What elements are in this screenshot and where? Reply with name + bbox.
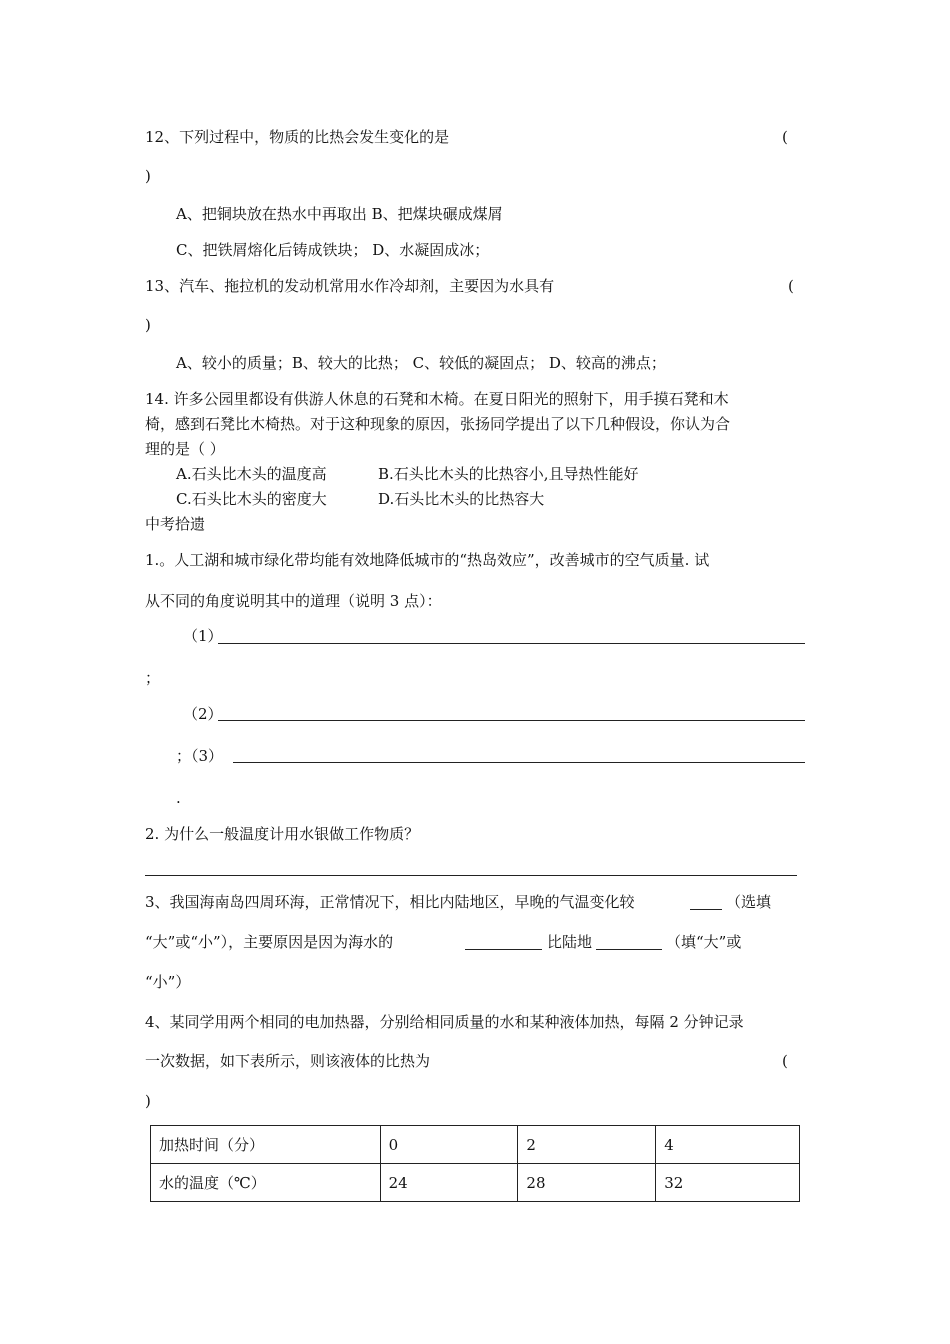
table-cell: 28	[518, 1164, 656, 1202]
q12-paren-close: )	[145, 167, 151, 185]
z2-answer-line[interactable]	[145, 875, 797, 876]
q14-option-c: C.石头比木头的密度大	[176, 490, 327, 508]
z1-label-3: ；（3）	[176, 747, 224, 765]
q13-paren-open: (	[788, 277, 794, 295]
q13-stem: 13、汽车、拖拉机的发动机常用水作冷却剂，主要因为水具有	[145, 277, 555, 295]
z3-blank-2[interactable]	[465, 949, 542, 950]
q12-stem: 12、下列过程中，物质的比热会发生变化的是	[145, 128, 450, 146]
z4-paren-open: (	[782, 1052, 788, 1070]
z2-stem: 2. 为什么一般温度计用水银做工作物质？	[145, 825, 420, 843]
q14-line3: 理的是（ ）	[145, 440, 225, 458]
table-row	[151, 1164, 800, 1202]
z3-line2-a: “大”或“小”），主要原因是因为海水的	[145, 933, 394, 951]
z3-line2-b: 比陆地	[547, 933, 593, 951]
table-cell: 4	[656, 1126, 800, 1164]
q13-options: A、较小的质量；B、较大的比热； C、较低的凝固点； D、较高的沸点；	[176, 354, 666, 372]
z4-paren-close: )	[145, 1092, 151, 1110]
q14-line2: 椅，感到石凳比木椅热。对于这种现象的原因，张扬同学提出了以下几种假设，你认为合	[145, 415, 731, 433]
table-cell: 加热时间（分）	[151, 1126, 381, 1164]
q14-option-a: A.石头比木头的温度高	[176, 465, 327, 483]
table-row	[151, 1126, 800, 1164]
table-cell: 水的温度（℃）	[151, 1164, 381, 1202]
z1-answer-line-3[interactable]	[233, 762, 805, 763]
z1-end-period: .	[176, 789, 181, 807]
z3-line3: “小”）	[145, 973, 191, 991]
z3-blank-3[interactable]	[596, 949, 662, 950]
q13-paren-close: )	[145, 316, 151, 334]
z3-line2-c: （填“大”或	[666, 933, 742, 951]
q12-options-cd: C、把铁屑熔化后铸成铁块； D、水凝固成冰；	[176, 241, 490, 259]
z4-line2: 一次数据，如下表所示，则该液体的比热为	[145, 1052, 431, 1070]
q14-option-d: D.石头比木头的比热容大	[378, 490, 545, 508]
table-cell: 24	[380, 1164, 518, 1202]
z1-line1: 1.。人工湖和城市绿化带均能有效地降低城市的“热岛效应”，改善城市的空气质量. 试	[145, 551, 710, 569]
z4-line1: 4、某同学用两个相同的电加热器，分别给相同质量的水和某种液体加热，每隔 2 分钟记录	[145, 1013, 744, 1031]
z3-line1-b: （选填	[726, 893, 772, 911]
table-cell: 2	[518, 1126, 656, 1164]
section-title: 中考拾遗	[145, 515, 206, 533]
data-table	[150, 1125, 800, 1202]
q12-options-ab: A、把铜块放在热水中再取出 B、把煤块碾成煤屑	[176, 205, 503, 223]
q14-option-b: B.石头比木头的比热容小,且导热性能好	[378, 465, 639, 483]
z1-semicolon-1: ；	[145, 669, 161, 687]
z1-line2: 从不同的角度说明其中的道理（说明 3 点）：	[145, 592, 442, 610]
z1-label-1: （1）	[183, 627, 223, 645]
z1-answer-line-2[interactable]	[218, 720, 805, 721]
z3-line1-a: 3、我国海南岛四周环海，正常情况下，相比内陆地区，早晚的气温变化较	[145, 893, 635, 911]
q14-line1: 14. 许多公园里都设有供游人休息的石凳和木椅。在夏日阳光的照射下，用手摸石凳和木	[145, 390, 729, 408]
z3-blank-1[interactable]	[690, 909, 722, 910]
q12-paren-open: (	[782, 128, 788, 146]
z1-answer-line-1[interactable]	[218, 643, 805, 644]
table-cell: 0	[380, 1126, 518, 1164]
table-cell: 32	[656, 1164, 800, 1202]
z1-label-2: （2）	[183, 705, 223, 723]
